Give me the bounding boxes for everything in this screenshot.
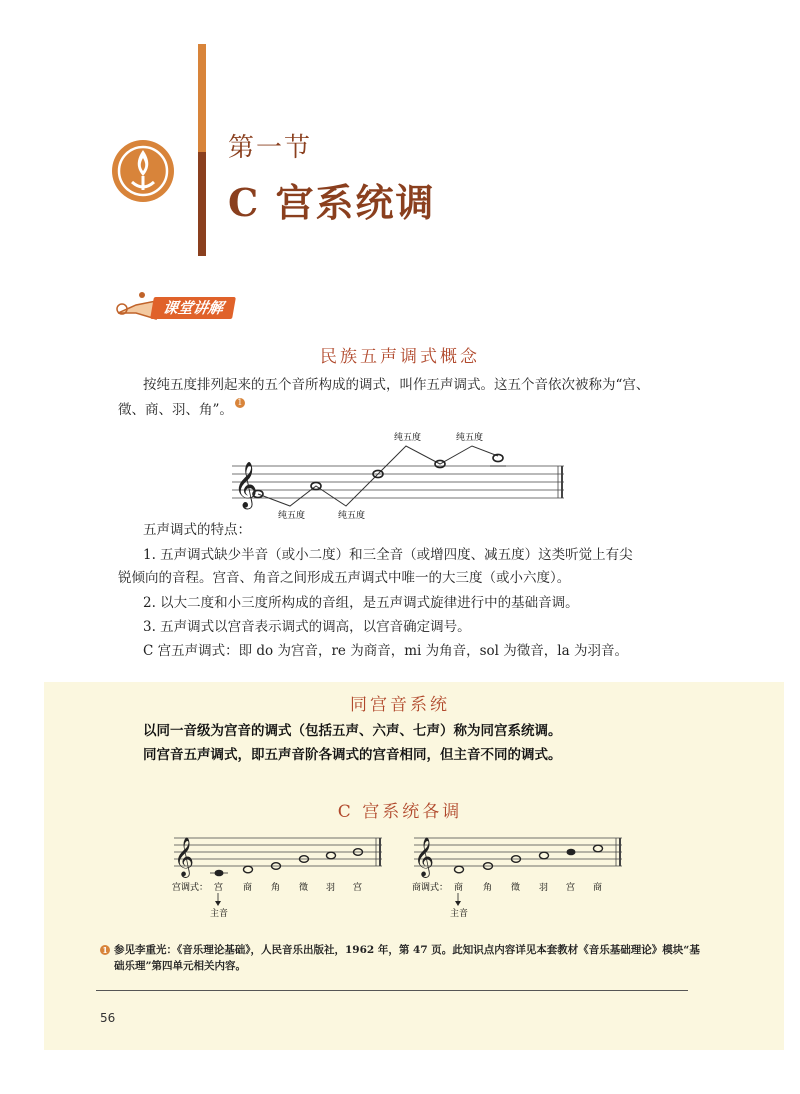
feature-1-line-1: 1. 五声调式缺少半音（或小二度）和三全音（或增四度、减五度）这类听觉上有尖 xyxy=(143,547,633,563)
staff-gong-mode xyxy=(170,828,390,920)
arrow-down-icon xyxy=(455,901,461,906)
label-fifth-upper-1: 纯五度 xyxy=(394,433,422,443)
note-name: 宫 xyxy=(214,883,224,893)
header-bar-bottom xyxy=(198,152,206,256)
arrow-down-icon xyxy=(215,901,221,906)
intro-line-1: 按纯五度排列起来的五个音所构成的调式，叫作五声调式。这五个音依次被称为“宫、 xyxy=(143,377,650,393)
label-fifth-lower-1: 纯五度 xyxy=(278,511,306,521)
lecture-badge-label: 课堂讲解 xyxy=(150,297,236,319)
heading-pentatonic: 民族五声调式概念 xyxy=(320,347,480,367)
note-name: 羽 xyxy=(326,883,336,893)
note-shang xyxy=(455,866,464,873)
section-label: 第一节 xyxy=(228,133,313,163)
box-line-2: 同宫音五声调式，即五声音阶各调式的宫音相同，但主音不同的调式。 xyxy=(143,747,562,763)
note-name: 商 xyxy=(454,883,464,893)
intro-line-2-text: 徵、商、羽、角”。 xyxy=(118,402,233,418)
footnote xyxy=(100,942,700,974)
feature-3: 3. 五声调式以宫音表示调式的调高，以宫音确定调号。 xyxy=(143,619,471,635)
label-fifth-lower-2: 纯五度 xyxy=(338,511,366,521)
header-bar-top xyxy=(198,44,206,152)
treble-clef-icon: 𝄞 xyxy=(234,462,258,508)
mode-label-shang: 商调式： xyxy=(412,883,449,893)
note-name: 角 xyxy=(271,883,281,893)
note-yu xyxy=(540,852,549,859)
note-name: 徵 xyxy=(511,883,521,893)
note-shang xyxy=(244,866,253,873)
heading-c-gong-modes: C 宫系统各调 xyxy=(337,802,463,822)
note-shang-high xyxy=(594,845,603,852)
features-title: 五声调式的特点： xyxy=(143,522,251,538)
footnote-marker: 1 xyxy=(235,398,245,408)
staff-shang-mode xyxy=(410,828,630,920)
box-line-1: 以同一音级为宫音的调式（包括五声、六声、七声）称为同宫系统调。 xyxy=(143,723,562,739)
page-number: 56 xyxy=(100,1011,116,1025)
intro-line-2 xyxy=(118,398,245,423)
note-name: 宫 xyxy=(353,883,363,893)
footnote-line-2: 础乐理”第四单元相关内容。 xyxy=(114,960,247,972)
note-gong xyxy=(567,849,576,856)
mode-label-gong: 宫调式： xyxy=(172,883,209,893)
note-name: 角 xyxy=(483,883,493,893)
note-name: 徵 xyxy=(299,883,309,893)
heading-same-gong: 同宫音系统 xyxy=(350,695,450,715)
c-gong-definition: C 宫五声调式：即 do 为宫音，re 为商音，mi 为角音，sol 为徵音，la 为羽音。 xyxy=(143,643,628,659)
feature-1-line-2: 锐倾向的音程。宫音、角音之间形成五声调式中唯一的大三度（或小六度）。 xyxy=(118,570,571,586)
note-name: 羽 xyxy=(539,883,549,893)
footnote-line-1: 参见李重光：《音乐理论基础》，人民音乐出版社，1962 年，第 47 页。此知识点内容详见本套教材《音乐基础理论》模块“基 xyxy=(114,944,700,956)
note-name: 宫 xyxy=(566,883,576,893)
section-title: C 宫系统调 xyxy=(228,180,436,225)
label-fifth-upper-2: 纯五度 xyxy=(456,433,484,443)
lecture-badge xyxy=(112,285,242,325)
feature-2: 2. 以大二度和小三度所构成的音组，是五声调式旋律进行中的基础音调。 xyxy=(143,595,579,611)
tonic-label: 主音 xyxy=(210,909,229,919)
note-name: 商 xyxy=(243,883,253,893)
tonic-label: 主音 xyxy=(450,909,469,919)
treble-clef-icon: 𝄞 xyxy=(414,837,435,877)
note-yu xyxy=(327,852,336,859)
footer-rule xyxy=(96,990,688,991)
note-name: 商 xyxy=(593,883,603,893)
treble-clef-icon: 𝄞 xyxy=(174,837,195,877)
note-gong xyxy=(215,870,224,877)
music-emblem-icon xyxy=(110,138,176,204)
footnote-marker: 1 xyxy=(100,945,110,955)
staff-fifths xyxy=(228,428,570,524)
